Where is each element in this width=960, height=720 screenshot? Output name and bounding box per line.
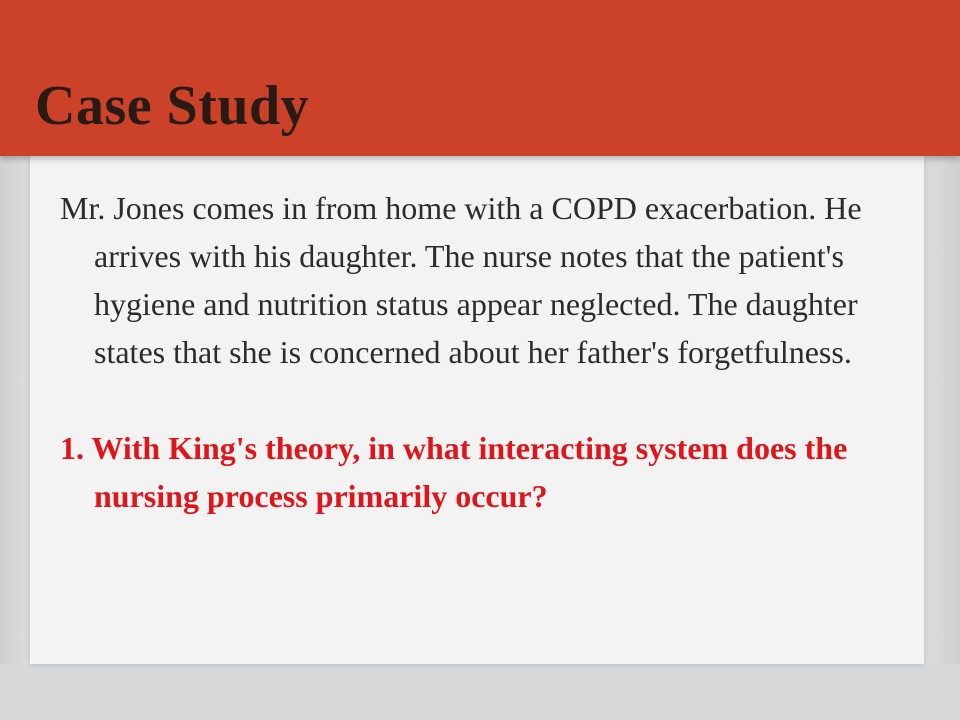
- slide-body: [60, 184, 890, 520]
- case-paragraph: Mr. Jones comes in from home with a COPD exacerbation. He arrives with his daughter. The nurse notes that the patient's hygiene and nutrition status appear neglected. The daughter states that she is concerned about her father's forgetfulness.: [60, 190, 862, 370]
- slide-title: Case Study: [35, 75, 310, 137]
- title-bar: [0, 0, 960, 156]
- question-item: 1. With King's theory, in what interacting system does the nursing process primarily occur?: [60, 430, 848, 514]
- bottom-strip: [0, 664, 960, 720]
